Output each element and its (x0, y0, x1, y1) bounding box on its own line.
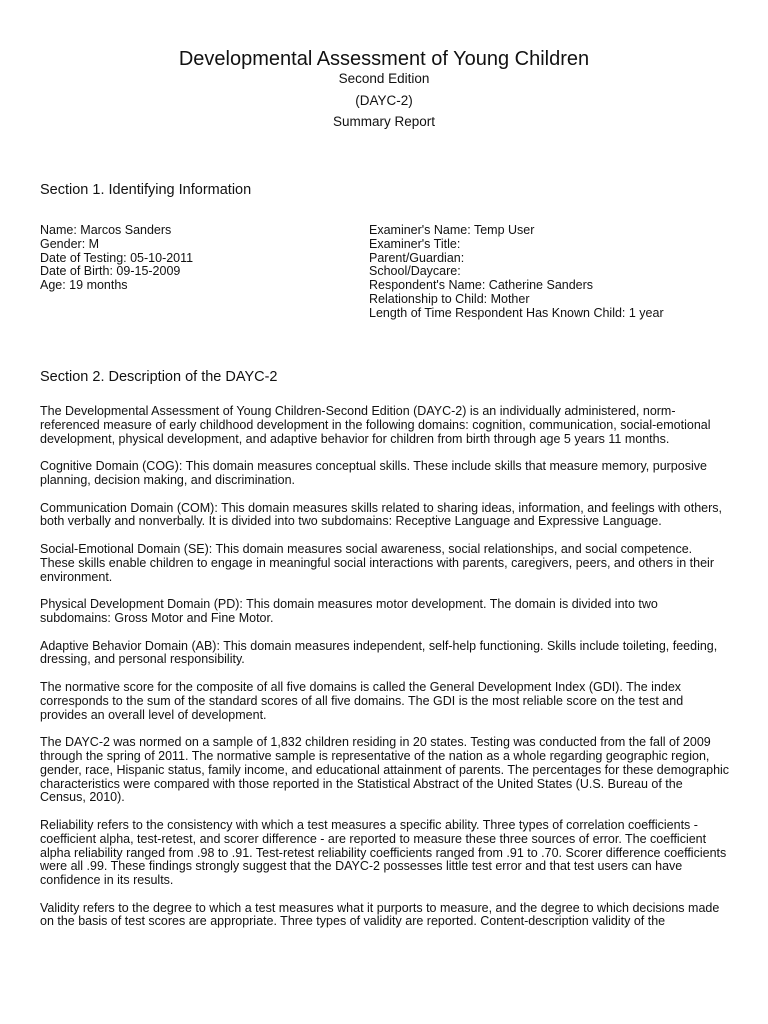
report-type-label: Summary Report (332, 114, 436, 129)
child-name: Name: Marcos Sanders (40, 223, 172, 237)
paragraph-overview: The Developmental Assessment of Young Children-Second Edition (DAYC-2) is an individually administered, norm-referenced measure of early childhood development in the following domains: cognition, communication, social-emotional development, physical development, and adaptive behavior for children from birth through age 5 years 11 months. (40, 404, 711, 446)
date-of-testing: Date of Testing: 05-10-2011 (40, 250, 194, 265)
edition-label: Second Edition (338, 71, 430, 86)
examiner-info-column (369, 224, 664, 321)
child-info-column (40, 224, 193, 293)
paragraph-social-emotional: Social-Emotional Domain (SE): This domain measures social awareness, social relationships, and social competence. These skills enable children to engage in meaningful social interactions with parents, caregivers, peers, and others in their environment. (40, 541, 714, 584)
child-gender: Gender: M (40, 236, 100, 251)
section2-heading: Section 2. Description of the DAYC-2 (40, 369, 278, 385)
examiner-title: Examiner's Title: (369, 236, 461, 251)
section2-body (40, 405, 730, 943)
report-title: Developmental Assessment of Young Children (178, 48, 590, 70)
paragraph-gdi: The normative score for the composite of all five domains is called the General Development Index (GDI). The index corresponds to the sum of the standard scores of all five domains. The GDI is the most reliable score on the test and provides an overall level of development. (40, 679, 684, 722)
paragraph-communication: Communication Domain (COM): This domain measures skills related to sharing ideas, information, and feelings with others, both verbally and nonverbally. It is divided into two subdomains: Receptive Language and Expressive Language. (40, 500, 723, 529)
paragraph-validity: Validity refers to the degree to which a test measures what it purports to measure, and the degree to which decisions made on the basis of test scores are appropriate. Three types of validity are reported. Content-description validity of the (40, 900, 720, 929)
paragraph-norming: The DAYC-2 was normed on a sample of 1,832 children residing in 20 states. Testing was conducted from the fall of 2009 through the spring of 2011. The normative sample is representative of the nation as a whole regarding geographic region, gender, race, Hispanic status, family income, and educational attainment of parents. The percentages for these demographic characteristics were compared with those reported in the Statistical Abstract of the United States (U.S. Bureau of the Census, 2010). (40, 735, 730, 805)
paragraph-adaptive: Adaptive Behavior Domain (AB): This domain measures independent, self-help functioning. Skills include toileting, feeding, dressing, and personal responsibility. (40, 638, 718, 667)
paragraph-reliability: Reliability refers to the consistency with which a test measures a specific ability. Three types of correlation coefficients - coefficient alpha, test-retest, and scorer difference - are reported to measure these three sources of error. The coefficient alpha reliability ranged from .98 to .91. Test-retest reliability coefficients ranged from .91 to .70. Scorer difference coefficients were all .99. These findings strongly suggest that the DAYC-2 possesses little test error and that test users can have confidence in its results. (40, 817, 727, 888)
school-daycare: School/Daycare: (369, 264, 461, 279)
section1-heading: Section 1. Identifying Information (40, 182, 252, 198)
respondent-name: Respondent's Name: Catherine Sanders (369, 278, 594, 293)
relationship-to-child: Relationship to Child: Mother (369, 291, 530, 306)
parent-guardian: Parent/Guardian: (369, 250, 465, 265)
date-of-birth: Date of Birth: 09-15-2009 (40, 264, 181, 279)
paragraph-cognitive: Cognitive Domain (COG): This domain measures conceptual skills. These include skills that measure memory, purposive planning, decision making, and discrimination. (40, 459, 707, 487)
paragraph-physical: Physical Development Domain (PD): This domain measures motor development. The domain is divided into two subdomains: Gross Motor and Fine Motor. (40, 597, 658, 625)
examiner-name: Examiner's Name: Temp User (369, 223, 535, 237)
abbreviation-label: (DAYC-2) (355, 93, 413, 108)
child-age: Age: 19 months (40, 278, 128, 293)
time-known-child: Length of Time Respondent Has Known Child: 1 year (369, 305, 664, 320)
